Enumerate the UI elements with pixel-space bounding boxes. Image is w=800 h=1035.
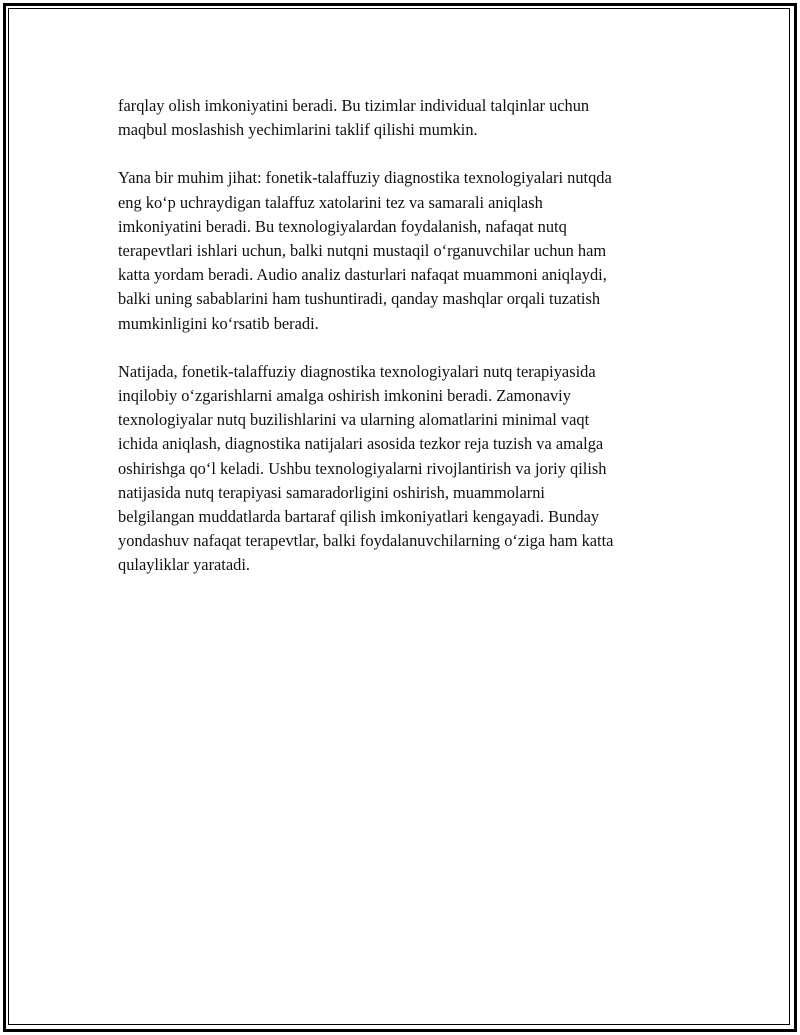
document-body (118, 94, 688, 602)
text-line: mumkinligini koʻrsatib beradi. (118, 313, 319, 333)
text-line: qulayliklar yaratadi. (118, 555, 250, 575)
text-line: Yana bir muhim jihat: fonetik-talaffuziy diagnostika texnologiyalari nutqda (118, 168, 612, 188)
text-line: ichida aniqlash, diagnostika natijalari asosida tezkor reja tuzish va amalga (118, 434, 604, 454)
text-line: oshirishga qoʻl keladi. Ushbu texnologiyalarni rivojlantirish va joriy qilish (118, 458, 607, 478)
text-line: terapevtlari ishlari uchun, balki nutqni mustaqil oʻrganuvchilar uchun ham (118, 241, 607, 261)
paragraph-1 (118, 94, 688, 142)
text-line: eng koʻp uchraydigan talaffuz xatolarini tez va samarali aniqlash (118, 192, 543, 212)
text-line: inqilobiy oʻzgarishlarni amalga oshirish imkonini beradi. Zamonaviy (118, 386, 571, 406)
text-line: yondashuv nafaqat terapevtlar, balki foydalanuvchilarning oʻziga ham katta (118, 531, 614, 551)
text-line: farqlay olish imkoniyatini beradi. Bu tizimlar individual talqinlar uchun (118, 96, 590, 115)
text-line: katta yordam beradi. Audio analiz dasturlari nafaqat muammoni aniqlaydi, (118, 265, 607, 285)
paragraph-3 (118, 360, 688, 578)
text-line: balki uning sabablarini ham tushuntiradi, qanday mashqlar orqali tuzatish (118, 289, 601, 309)
text-line: Natijada, fonetik-talaffuziy diagnostika texnologiyalari nutq terapiyasida (118, 361, 596, 381)
paragraph-2 (118, 166, 688, 335)
text-line: belgilangan muddatlarda bartaraf qilish imkoniyatlari kengayadi. Bunday (118, 507, 600, 527)
text-line: imkoniyatini beradi. Bu texnologiyalardan foydalanish, nafaqat nutq (118, 216, 567, 236)
text-line: texnologiyalar nutq buzilishlarini va ularning alomatlarini minimal vaqt (118, 410, 590, 430)
text-line: natijasida nutq terapiyasi samaradorligini oshirish, muammolarni (118, 482, 545, 502)
text-line: maqbul moslashish yechimlarini taklif qilishi mumkin. (118, 120, 478, 140)
